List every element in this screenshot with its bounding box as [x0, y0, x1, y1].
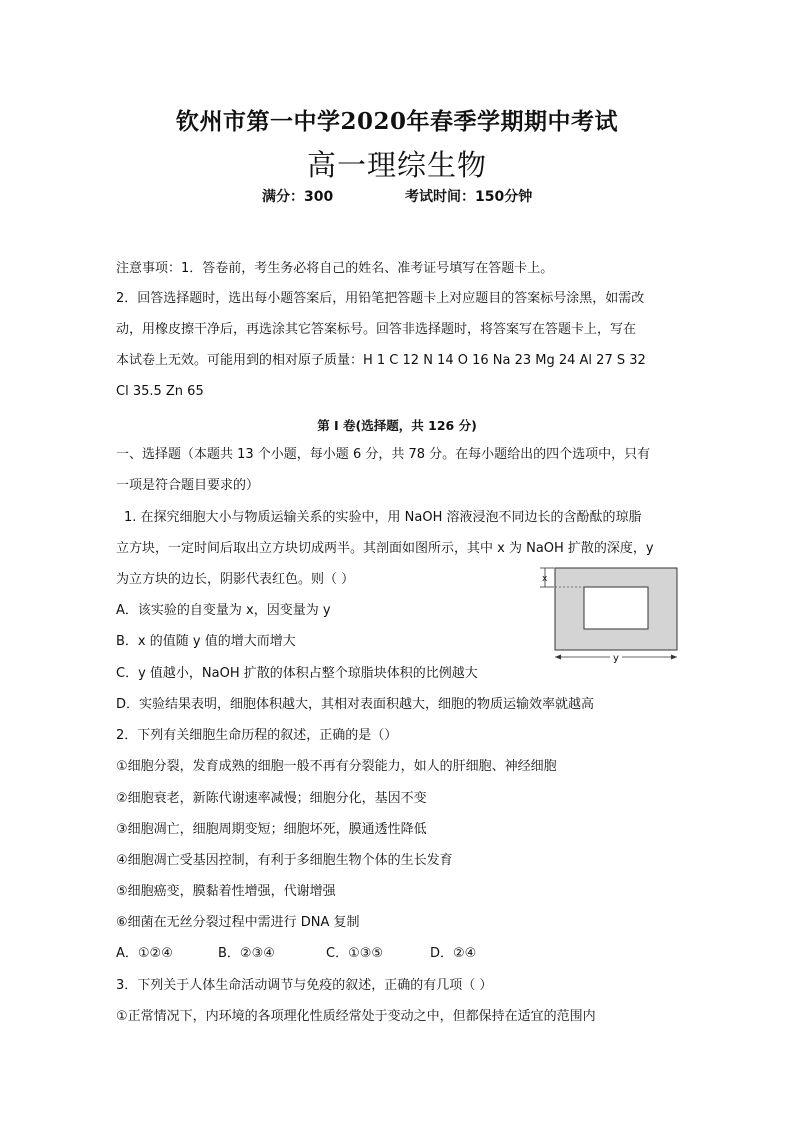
section-heading: 第 I 卷(选择题，共 126 分) — [317, 418, 477, 433]
q1-stem-3: 为立方块的边长，阴影代表红色。则（ ） — [116, 572, 355, 587]
q2-statement-1: ①细胞分裂，发育成熟的细胞一般不再有分裂能力，如人的肝细胞、神经细胞 — [116, 759, 557, 774]
notice-line-2: 2．回答选择题时，选出每小题答案后，用铅笔把答题卡上对应题目的答案标号涂黑，如需改 — [116, 291, 645, 306]
q3-statement-1: ①正常情况下，内环境的各项理化性质经常处于变动之中，但都保持在适宜的范围内 — [116, 1009, 596, 1024]
q2-statement-3: ③细胞凋亡，细胞周期变短；细胞坏死，膜通透性降低 — [116, 822, 427, 837]
q1-stem-2: 立方块，一定时间后取出立方块切成两半。其剖面如图所示，其中 x 为 NaOH 扩散的深度，y — [116, 541, 654, 556]
exam-title: 钦州市第一中学2020年春季学期期中考试 — [175, 108, 618, 135]
section-intro-2: 一项是符合题目要求的） — [116, 478, 260, 493]
q2-statement-2: ②细胞衰老，新陈代谢速率减慢；细胞分化，基因不变 — [116, 791, 427, 806]
full-score: 满分：300 — [262, 189, 334, 205]
y-arrow-left — [555, 655, 561, 660]
x-label: x — [542, 574, 548, 584]
q1-option-d: D．实验结果表明，细胞体积越大，其相对表面积越大，细胞的物质运输效率就越高 — [116, 697, 595, 712]
q2-stem: 2．下列有关细胞生命历程的叙述，正确的是（） — [116, 728, 398, 743]
q3-stem: 3．下列关于人体生命活动调节与免疫的叙述，正确的有几项（ ） — [116, 978, 493, 993]
cube-inner-unstained — [584, 587, 648, 629]
q2-option-c: C．①③⑤ — [326, 946, 384, 961]
q1-option-c: C．y 值越小，NaOH 扩散的体积占整个琼脂块体积的比例越大 — [116, 666, 478, 681]
exam-subject: 高一理综生物 — [306, 148, 487, 182]
agar-cube-cross-section-figure — [532, 565, 682, 665]
notice-line-3: 动，用橡皮擦干净后，再选涂其它答案标号。回答非选择题时，将答案写在答题卡上，写在 — [116, 322, 637, 337]
q1-option-b: B．x 的值随 y 值的增大而增大 — [116, 634, 296, 649]
notice-line-1: 注意事项：1．答卷前，考生务必将自己的姓名、准考证号填写在答题卡上。 — [116, 261, 554, 276]
q2-option-d: D．②④ — [430, 946, 477, 961]
q2-option-a: A．①②④ — [116, 946, 173, 961]
q1-stem-1: 1. 在探究细胞大小与物质运输关系的实验中，用 NaOH 溶液浸泡不同边长的含酚酞的琼脂 — [124, 510, 642, 525]
notice-line-5: Cl 35.5 Zn 65 — [116, 384, 204, 399]
q2-statement-5: ⑤细胞癌变，膜黏着性增强，代谢增强 — [116, 884, 336, 899]
exam-time: 考试时间：150分钟 — [405, 189, 533, 205]
q2-statement-4: ④细胞凋亡受基因控制，有利于多细胞生物个体的生长发育 — [116, 853, 453, 868]
notice-line-4: 本试卷上无效。可能用到的相对原子质量：H 1 C 12 N 14 O 16 Na 23 Mg 24 Al 27 S 32 — [116, 353, 646, 368]
q2-option-b: B．②③④ — [218, 946, 275, 961]
q1-option-a: A．该实验的自变量为 x，因变量为 y — [116, 603, 331, 618]
q2-statement-6: ⑥细菌在无丝分裂过程中需进行 DNA 复制 — [116, 915, 360, 930]
section-intro-1: 一、选择题（本题共 13 个小题，每小题 6 分，共 78 分。在每小题给出的四个选项中，只有 — [116, 447, 651, 462]
y-arrow-right — [671, 655, 677, 660]
y-label: y — [613, 653, 619, 664]
